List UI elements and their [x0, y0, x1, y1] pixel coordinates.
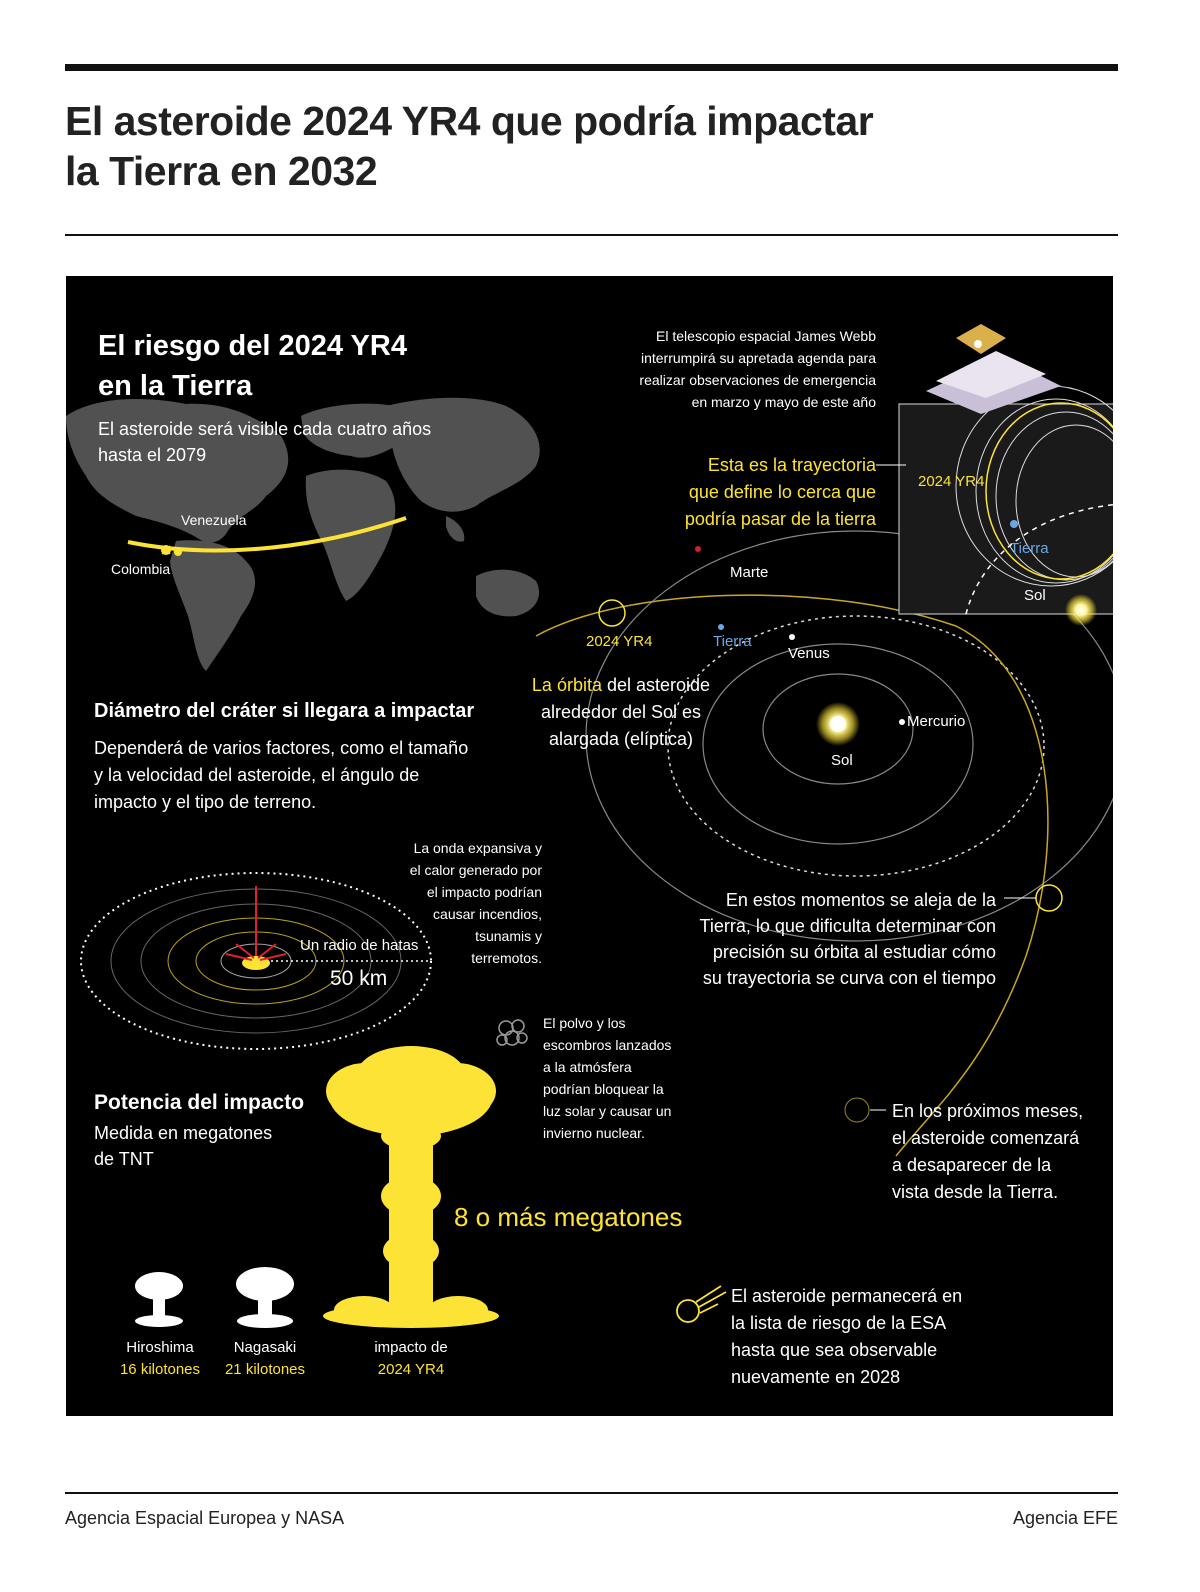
- crater-body: [94, 735, 468, 816]
- crater-body-line2: y la velocidad del asteroide, el ángulo de: [94, 765, 420, 785]
- label-mercury: Mercurio: [907, 713, 966, 730]
- webb-line2: interrumpirá su apretada agenda para: [640, 350, 876, 366]
- mercury-icon: [899, 719, 905, 725]
- orbit-note-highlight: La órbita: [531, 675, 602, 695]
- esa-line1: El asteroide permanecerá en: [731, 1286, 963, 1306]
- map-label-colombia: Colombia: [111, 561, 171, 577]
- page-title: [65, 96, 1065, 196]
- mushroom-cloud-yr4-icon: [323, 1046, 499, 1328]
- crater-radius-label: Un radio de hatas: [300, 937, 419, 954]
- trajectory-note: [626, 452, 876, 533]
- mars-icon: [695, 546, 701, 552]
- title-divider: [65, 234, 1118, 236]
- earth-icon: [718, 624, 724, 630]
- dust-note: [543, 1012, 671, 1144]
- dust-line1: El polvo y los: [543, 1015, 626, 1031]
- visibility-line2: hasta el 2079: [98, 445, 207, 465]
- mushroom-cloud-hiroshima-icon: [135, 1272, 183, 1327]
- crater-body-line3: impacto y el tipo de terreno.: [94, 792, 317, 812]
- crater-heading: Diámetro del cráter si llegara a impactar: [94, 700, 475, 722]
- hiroshima-label: [106, 1337, 214, 1381]
- webb-line1: El telescopio espacial James Webb: [656, 328, 876, 344]
- esa-line2: la lista de riesgo de la ESA: [731, 1313, 947, 1333]
- label-asteroid: 2024 YR4: [586, 633, 653, 650]
- risk-heading: [98, 326, 407, 406]
- dust-line2: escombros lanzados: [543, 1037, 672, 1053]
- venus-icon: [789, 634, 795, 640]
- inset-label-sun: Sol: [1024, 587, 1046, 604]
- shockwave-line4: causar incendios,: [433, 906, 542, 922]
- page-title-line2: la Tierra en 2032: [65, 148, 378, 194]
- receding-line3: precisión su órbita al estudiar cómo: [712, 942, 996, 962]
- crater-radius-value: 50 km: [330, 967, 388, 990]
- nagasaki-value: 21 kilotones: [224, 1361, 306, 1378]
- receding-line1: En estos momentos se aleja de la: [725, 890, 996, 910]
- asteroid-position-icon: [599, 600, 625, 626]
- receding-line4: su trayectoria se curva con el tiempo: [702, 968, 996, 988]
- esa-line3: hasta que sea observable: [731, 1340, 938, 1360]
- orbit-note: [516, 672, 726, 753]
- disappear-line3: a desaparecer de la: [892, 1155, 1052, 1175]
- shockwave-line3: el impacto podrían: [426, 884, 542, 900]
- power-heading: Potencia del impacto: [94, 1091, 305, 1114]
- trajectory-pointer: [876, 463, 906, 467]
- crater-body-line1: Dependerá de varios factores, como el tamaño: [94, 738, 469, 758]
- inset-label-asteroid: 2024 YR4: [918, 473, 985, 490]
- shockwave-note: [356, 837, 542, 969]
- disappear-note: [892, 1098, 1102, 1206]
- dust-cloud-icon: [497, 1020, 527, 1045]
- visibility-line1: El asteroide será visible cada cuatro años: [98, 419, 432, 439]
- asteroid-fading-icon: [845, 1098, 869, 1122]
- inset-label-earth: Tierra: [1010, 540, 1049, 557]
- webb-note: [566, 325, 876, 413]
- shockwave-line2: el calor generado por: [409, 862, 542, 878]
- webb-line3: realizar observaciones de emergencia: [639, 372, 876, 388]
- trajectory-line2: que define lo cerca que: [688, 482, 876, 502]
- esa-line4: nuevamente en 2028: [731, 1367, 901, 1387]
- page-title-line1: El asteroide 2024 YR4 que podría impactar: [65, 98, 874, 144]
- disappear-line4: vista desde la Tierra.: [892, 1182, 1059, 1202]
- top-rule: [65, 64, 1118, 71]
- yr4-impact-line2: 2024 YR4: [377, 1361, 445, 1378]
- dust-line4: podrían bloquear la: [543, 1081, 664, 1097]
- visibility-note: [98, 416, 431, 468]
- trajectory-inset: [899, 386, 1113, 626]
- receding-note: [626, 887, 996, 991]
- dust-line3: a la atmósfera: [543, 1059, 632, 1075]
- label-earth: Tierra: [713, 633, 752, 650]
- nagasaki-name: Nagasaki: [233, 1339, 297, 1356]
- disappear-line1: En los próximos meses,: [892, 1101, 1084, 1121]
- orbit-note-rest: del asteroide: [601, 675, 711, 695]
- dust-line6: invierno nuclear.: [543, 1125, 645, 1141]
- map-label-venezuela: Venezuela: [181, 512, 247, 528]
- hiroshima-value: 16 kilotones: [119, 1361, 201, 1378]
- infographic-panel: [66, 276, 1113, 1416]
- comet-icon: [677, 1286, 726, 1322]
- source-credit: Agencia Espacial Europea y NASA: [65, 1508, 345, 1528]
- risk-heading-line2: en la Tierra: [98, 370, 253, 402]
- yr4-impact-label: [346, 1337, 476, 1381]
- label-sun: Sol: [831, 752, 853, 769]
- esa-note: [731, 1283, 991, 1391]
- shockwave-line1: La onda expansiva y: [413, 840, 542, 856]
- trajectory-line3: podría pasar de la tierra: [684, 509, 876, 529]
- shockwave-line6: terremotos.: [471, 950, 542, 966]
- webb-line4: en marzo y mayo de este año: [691, 394, 876, 410]
- shockwave-line5: tsunamis y: [475, 928, 542, 944]
- disappear-line2: el asteroide comenzará: [892, 1128, 1080, 1148]
- megatons-label: 8 o más megatones: [454, 1202, 683, 1232]
- orbit-note-line2: alrededor del Sol es: [540, 702, 702, 722]
- footer-divider: [65, 1492, 1118, 1494]
- nagasaki-label: [211, 1337, 319, 1381]
- power-sub-line1: Medida en megatones: [94, 1123, 273, 1143]
- agency-credit: Agencia EFE: [1012, 1508, 1118, 1528]
- receding-line2: Tierra, lo que dificulta determinar con: [699, 916, 996, 936]
- mushroom-cloud-nagasaki-icon: [236, 1267, 294, 1328]
- power-sub-line2: de TNT: [94, 1149, 154, 1169]
- dust-line5: luz solar y causar un: [543, 1103, 672, 1119]
- shockwave-arrows-icon: [226, 886, 286, 960]
- trajectory-line1: Esta es la trayectoria: [707, 455, 876, 475]
- risk-heading-line1: El riesgo del 2024 YR4: [98, 330, 407, 362]
- label-mars: Marte: [730, 564, 769, 581]
- label-venus: Venus: [788, 645, 830, 662]
- orbit-note-line1: [516, 672, 726, 699]
- power-subtitle: [94, 1120, 272, 1172]
- yr4-impact-line1: impacto de: [374, 1339, 448, 1356]
- hiroshima-name: Hiroshima: [126, 1339, 194, 1356]
- asteroid-receding-icon: [1036, 885, 1062, 911]
- orbit-note-line3: alargada (elíptica): [548, 729, 694, 749]
